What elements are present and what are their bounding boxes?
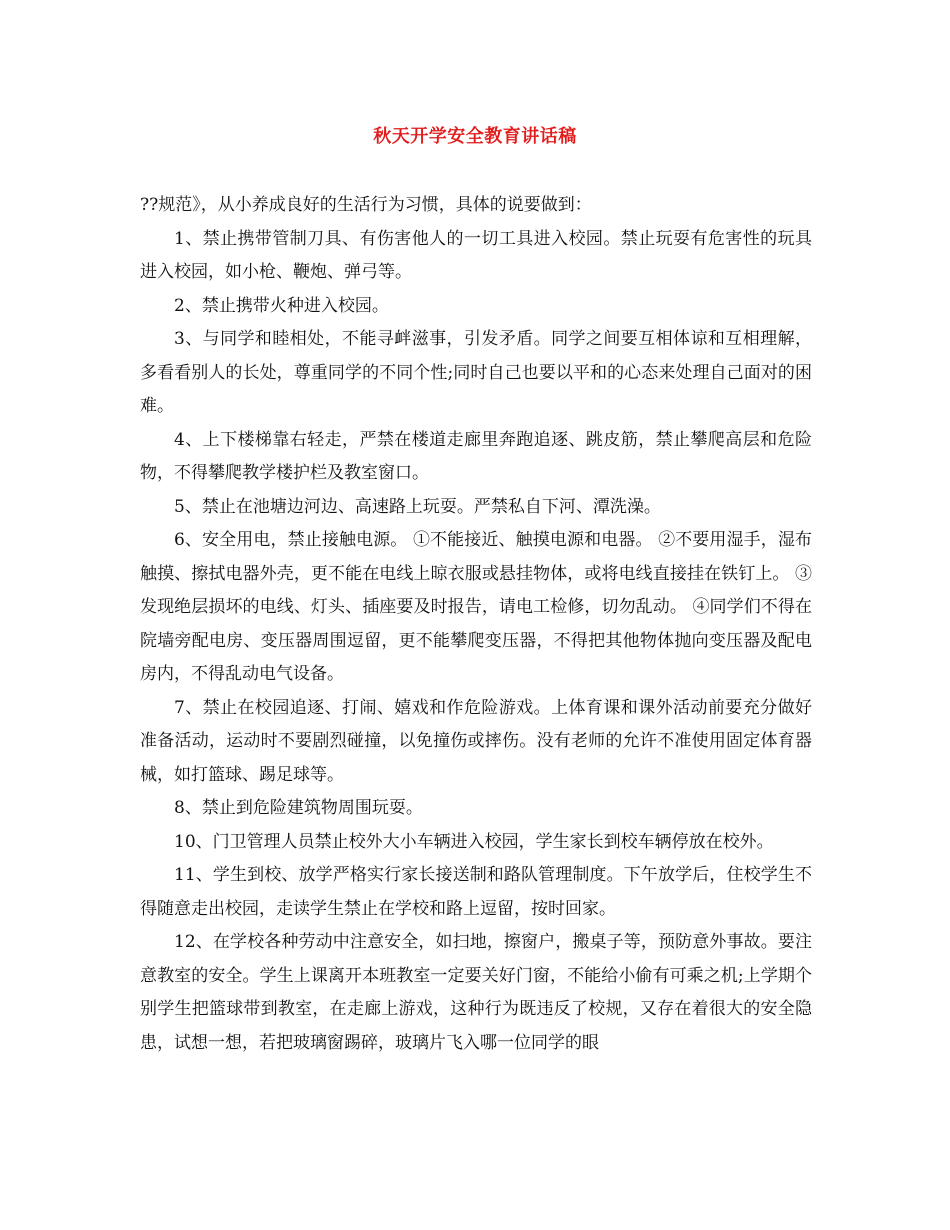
paragraph-1: 1、禁止携带管制刀具、有伤害他人的一切工具进入校园。禁止玩耍有危害性的玩具进入校园，如小枪、鞭炮、弹弓等。 (140, 228, 812, 282)
paragraph-7: 7、禁止在校园追逐、打闹、嬉戏和作危险游戏。上体育课和课外活动前要充分做好准备活动，运动时不要剧烈碰撞，以免撞伤或摔伤。没有老师的允许不准使用固定体育器械，如打篮球、踢足球等。 (140, 697, 812, 785)
paragraph-2: 2、禁止携带火种进入校园。 (174, 295, 389, 316)
paragraph-3: 3、与同学和睦相处，不能寻衅滋事，引发矛盾。同学之间要互相体谅和互相理解，多看看别人的长处，尊重同学的不同个性;同时自己也要以平和的心态来处理自己面对的困难。 (140, 329, 812, 416)
paragraph-11: 11、学生到校、放学严格实行家长接送制和路队管理制度。下午放学后，住校学生不得随意走出校园，走读学生禁止在学校和路上逗留，按时回家。 (140, 865, 812, 919)
document-body (140, 189, 812, 1060)
paragraph-12: 12、在学校各种劳动中注意安全，如扫地，擦窗户，搬桌子等，预防意外事故。要注意教室的安全。学生上课离开本班教室一定要关好门窗，不能给小偷有可乘之机;上学期个别学生把篮球带到教室，在走廊上游戏，这种行为既违反了校规，又存在着很大的安全隐患，试想一想，若把玻璃窗踢碎，玻璃片飞入哪一位同学的眼 (140, 932, 812, 1053)
paragraph-intro: ??规范》，从小养成良好的生活行为习惯，具体的说要做到： (140, 195, 592, 215)
document-title: 秋天开学安全教育讲话稿 (373, 126, 577, 147)
paragraph-6: 6、安全用电，禁止接触电源。 ①不能接近、触摸电源和电器。 ②不要用湿手，湿布触摸、擦拭电器外壳，更不能在电线上晾衣服或悬挂物体，或将电线直接挂在铁钉上。 ③发现绝层损坏的电线、灯头、插座要及时报告，请电工检修，切勿乱动。 ④同学们不得在院墙旁配电房、变压器周围逗留，更不能攀爬变压器，不得把其他物体抛向变压器及配电房内，不得乱动电气设备。 (140, 530, 812, 684)
paragraph-4: 4、上下楼梯靠右轻走，严禁在楼道走廊里奔跑追逐、跳皮筋，禁止攀爬高层和危险物，不得攀爬教学楼护栏及教室窗口。 (140, 429, 812, 483)
paragraph-8: 8、禁止到危险建筑物周围玩耍。 (174, 798, 423, 818)
paragraph-5: 5、禁止在池塘边河边、高速路上玩耍。严禁私自下河、潭洗澡。 (174, 496, 661, 517)
paragraph-10: 10、门卫管理人员禁止校外大小车辆进入校园，学生家长到校车辆停放在校外。 (174, 831, 774, 852)
